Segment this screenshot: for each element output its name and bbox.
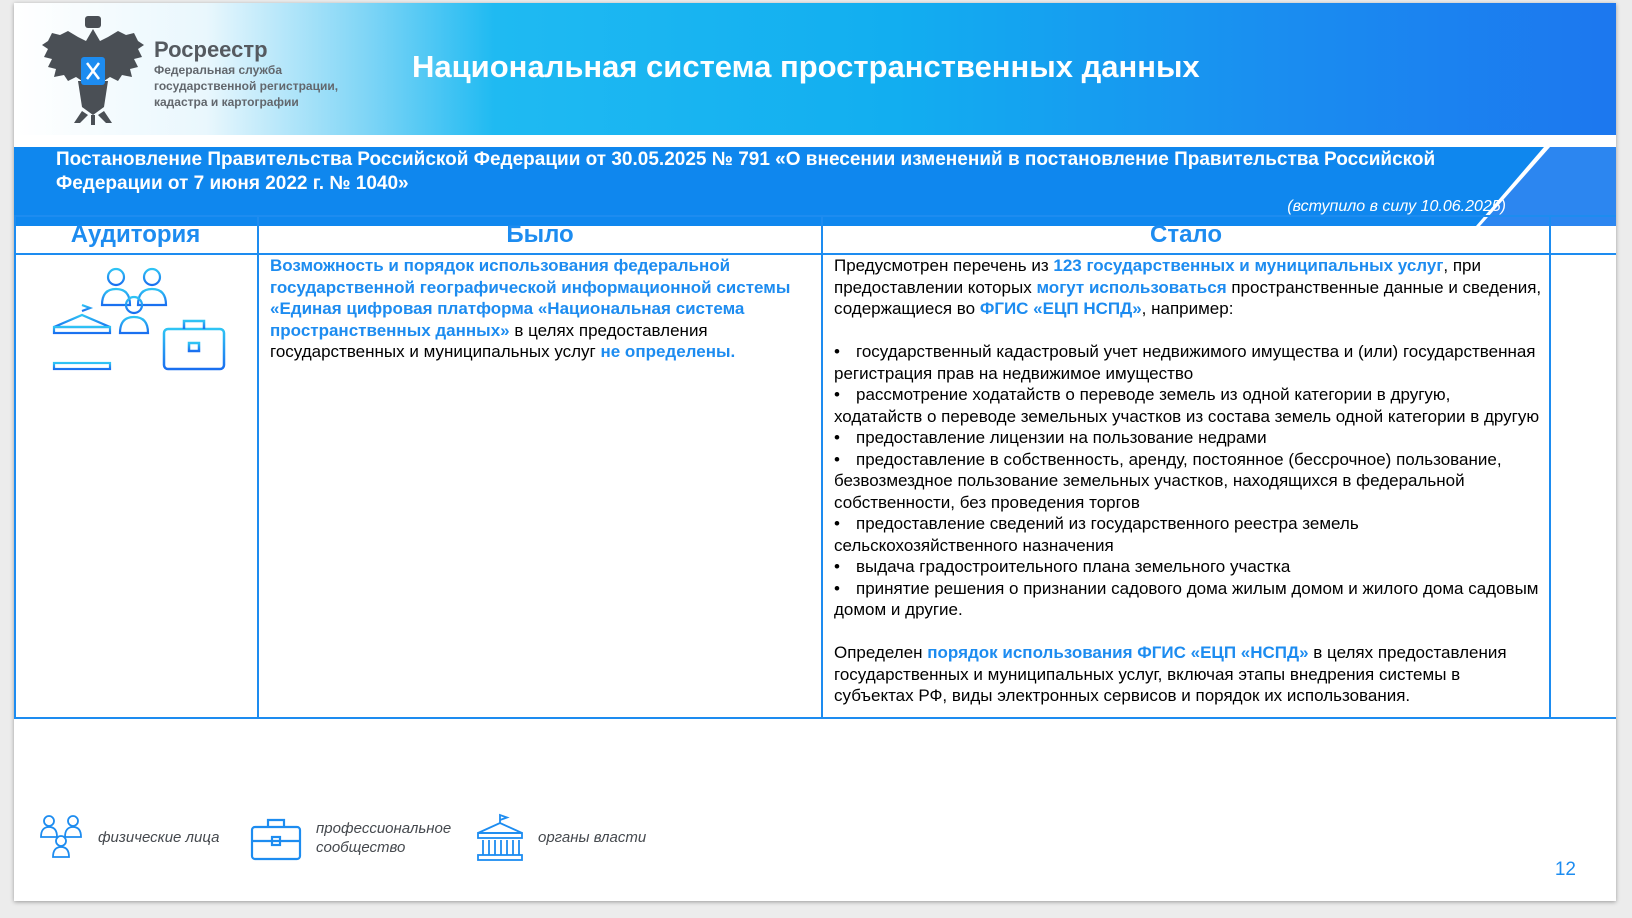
page-number: 12 (1554, 859, 1576, 880)
page-title: Национальная система пространственных данных (412, 49, 1200, 84)
org-name: Росреестр (154, 37, 268, 62)
decree-title: Постановление Правительства Российской Федерации от 30.05.2025 № 791 «О внесении изменений в постановление Правительства Российской Федерации от 7 июня 2022 г. № 1040» (56, 149, 1436, 194)
services-count-highlight: 123 государственных и муниципальных услуг (1053, 256, 1444, 275)
header-audience: Аудитория (70, 221, 201, 248)
was-highlight-2: не определены. (600, 342, 736, 361)
cell-became (834, 255, 1542, 707)
table-border-left (14, 215, 16, 719)
header-was: Было (506, 221, 574, 248)
list-item: • предоставление лицензии на пользование недрами (834, 427, 1542, 449)
list-item: • государственный кадастровый учет недвижимого имущества и (или) государственная регистрация прав на недвижимое имущество (834, 341, 1542, 384)
emblem-icon (38, 11, 148, 127)
people-icon (102, 269, 166, 333)
legend-label-authorities: органы власти (538, 829, 647, 846)
effective-date: (вступило в силу 10.06.2025) (1287, 198, 1506, 215)
became-text-a: Предусмотрен перечень из (834, 256, 1054, 275)
became-intro (834, 255, 1542, 320)
briefcase-icon (250, 817, 302, 861)
legend-label-individuals: физические лица (98, 829, 220, 846)
became-text-b: , при предоставлении которых (834, 256, 1482, 297)
conclusion-text-b: в целях предоставления государственных и муниципальных услуг, включая этапы внедрения системы в субъектах РФ, виды электронных сервисов и порядок их использования. (834, 643, 1507, 705)
legend-label-professional: профессиональное сообщество (316, 820, 452, 856)
table-col-divider-1 (257, 215, 259, 719)
list-item: • предоставление в собственность, аренду, постоянное (бессрочное) пользование, безвозмездное пользование земельных участков, находящихся в федеральной собственности, без проведения торгов (834, 449, 1542, 514)
table-border-bottom (14, 717, 1616, 719)
cell-was (270, 255, 810, 363)
became-text-c: пространственные данные и сведения, содержащиеся во (834, 277, 1542, 318)
list-item: • принятие решения о признании садового дома жилым домом и жилого дома садовым домом и другие. (834, 578, 1542, 621)
table-col-divider-2 (821, 215, 823, 719)
was-highlight: Возможность и порядок использования федеральной государственной географической информационной системы «Единая цифровая платформа «Национальная система пространственных данных» (270, 256, 791, 340)
became-conclusion (834, 642, 1542, 707)
table-border-right (1549, 215, 1551, 719)
may-use-highlight: могут использоваться (1036, 277, 1227, 297)
org-subtitle: Федеральная служба государственной регистрации, кадастра и картографии (154, 63, 339, 109)
audience-icons (52, 267, 228, 375)
table-border-top (14, 215, 1616, 217)
list-item: • выдача градостроительного плана земельного участка (834, 556, 1542, 578)
conclusion-text-a: Определен (834, 643, 928, 662)
header-became: Стало (1149, 221, 1223, 248)
people-icon (40, 815, 84, 861)
list-item: • рассмотрение ходатайств о переводе земель из одной категории в другую, ходатайств о переводе земельных участков из состава земель одной категории в другую (834, 384, 1542, 427)
list-item: • предоставление сведений из государственного реестра земель сельскохозяйственного назначения (834, 513, 1542, 556)
slide (14, 3, 1616, 901)
was-text: в целях предоставления государственных и муниципальных услуг (270, 320, 708, 361)
header (14, 3, 1616, 135)
became-text-d: , например: (1141, 299, 1234, 318)
briefcase-icon (164, 321, 224, 369)
government-building-icon (54, 305, 110, 369)
fgis-highlight: ФГИС «ЕЦП НСПД» (979, 299, 1142, 318)
usage-order-highlight: порядок использования ФГИС «ЕЦП «НСПД» (927, 643, 1309, 662)
government-building-icon (476, 813, 524, 863)
services-list (834, 341, 1542, 621)
